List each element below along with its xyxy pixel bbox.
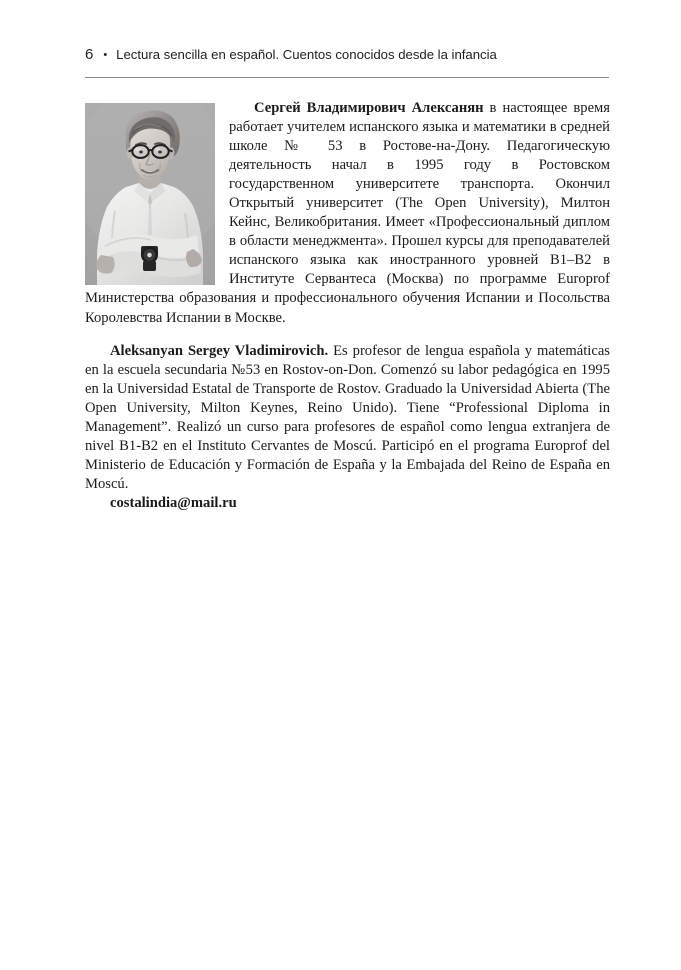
biography-paragraph-spanish <box>85 342 610 494</box>
header-divider <box>85 77 609 78</box>
author-email: costalindia@mail.ru <box>110 494 237 511</box>
biography-text-spanish: Es profesor de lengua española y matemáticas en la escuela secundaria №53 en Rostov-on-Don. Comenzó su labor pedagógica en 1995 en la Universidad Estatal de Transporte de Rostov. Graduado la Universidad Abierta (The Open University, Milton Keynes, Reino Unido). Tiene “Professional Diploma in Management”. Realizó un curso para profesores de español como lengua extranjera de nivel B1-B2 en el Instituto Cervantes de Moscú. Participó en el programa Europrof del Ministerio de Educación y Formación de España y la Embajada del Reino de España en Moscú. <box>85 342 610 492</box>
running-header <box>85 47 609 69</box>
author-name-spanish: Aleksanyan Sergey Vladimirovich. <box>110 342 329 359</box>
author-portrait <box>85 103 215 285</box>
bullet-separator-icon: • <box>103 49 108 61</box>
page-number: 6 <box>85 46 94 63</box>
author-name-russian: Сергей Владимирович Алексанян <box>254 100 484 116</box>
biography-text-russian: в настоящее время работает учителем испанского языка и математики в средней школе № 53 в Ростове-на-Дону. Педагогическую деятельность начал в 1995 году в Ростовском государственном университете транспорта. Окончил Открытый университет (The Open University), Милтон Кейнс, Великобритания. Имеет «Профессиональный диплом в области менеджмента». Прошел курсы для преподавателей испанского языка как иностранного уровней B1–B2 в Институте Сервантеса (Москва) по программе Europrof Министерства образования и профессионального обучения Испании и Посольства Королевства Испании в Москве. <box>85 100 610 326</box>
portrait-photo-image <box>85 103 215 285</box>
header-book-title: Lectura sencilla en español. Cuentos conocidos desde la infancia <box>116 47 497 62</box>
page-body <box>85 99 610 513</box>
